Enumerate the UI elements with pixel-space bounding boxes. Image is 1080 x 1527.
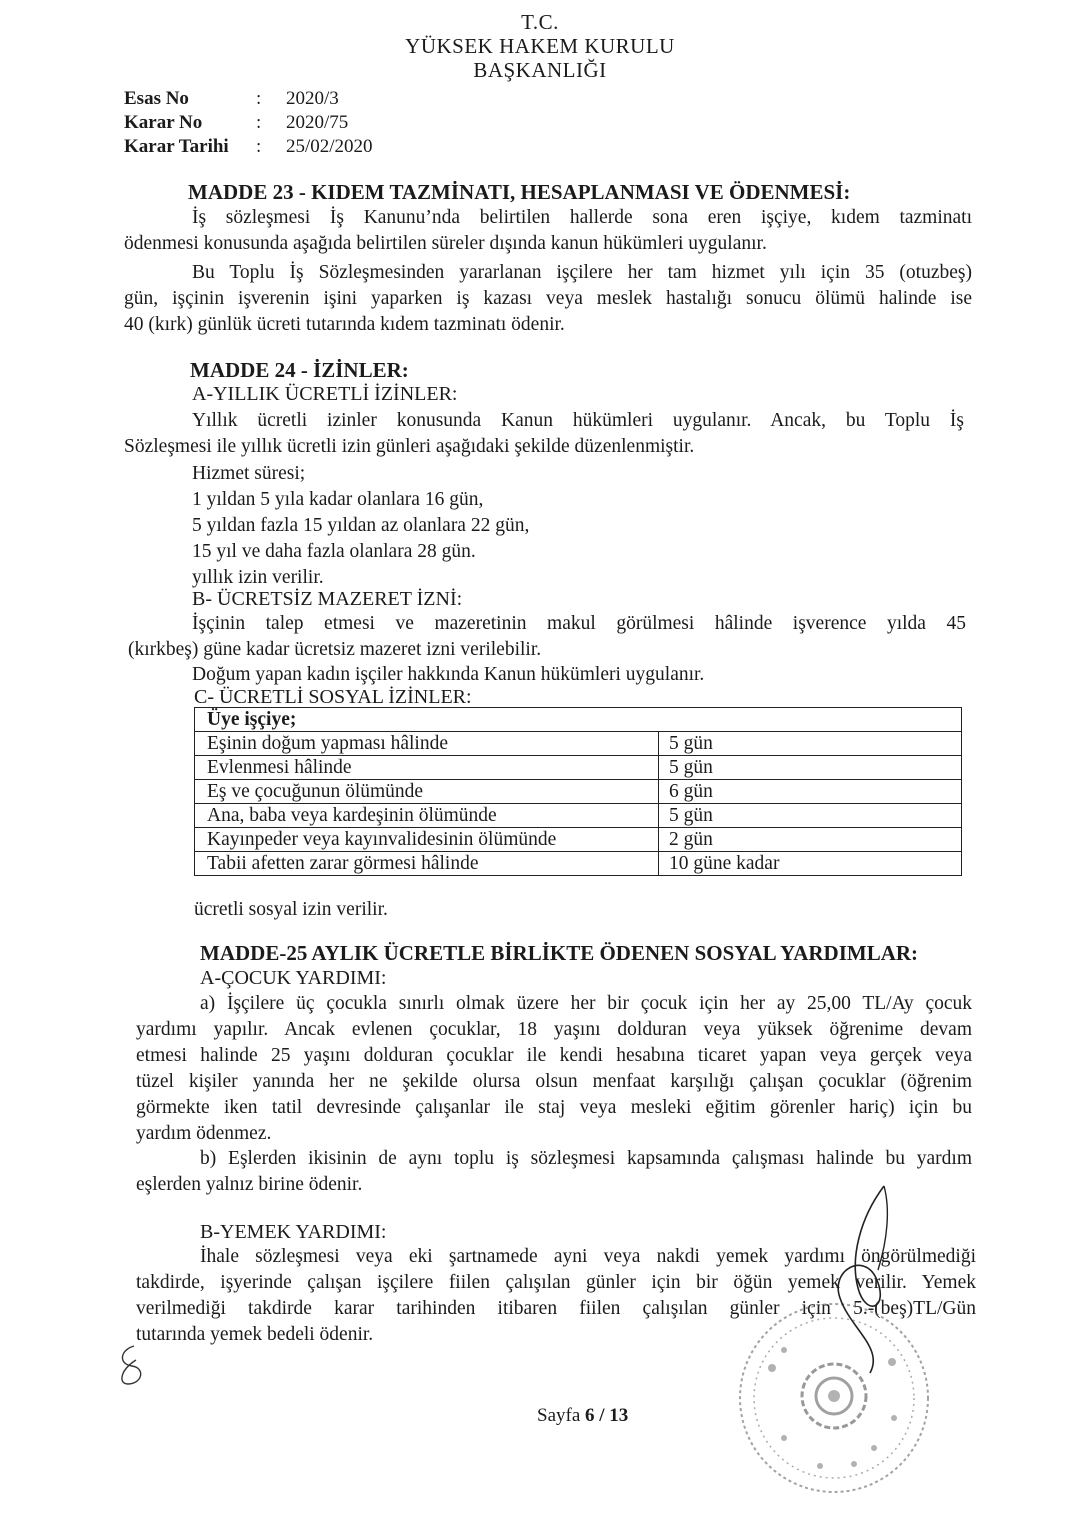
madde24-a-title: A-YILLIK ÜCRETLİ İZİNLER: — [192, 383, 458, 405]
madde24-c-title: C- ÜCRETLİ SOSYAL İZİNLER: — [194, 686, 472, 708]
meta-label: Esas No — [124, 88, 189, 109]
madde25-a-p1-line: tüzel kişiler yanında her ne şekilde olursa olsun menfaat karşılığı çalışan çocuklar (öğrenim — [136, 1071, 972, 1092]
madde24-b-p1-line2: (kırkbeş) güne kadar ücretsiz mazeret izni verilebilir. — [128, 639, 542, 660]
madde23-p2-line2: gün, işçinin işverenin işini yaparken iş kazası veya meslek hastalığı sonucu ölümü halinde ise — [124, 288, 972, 309]
handwritten-signature — [780, 1178, 920, 1378]
meta-sep: : — [256, 136, 262, 157]
madde24-a-line: 15 yıl ve daha fazla olanlara 28 gün. — [192, 541, 476, 562]
meta-karar-tarihi — [124, 136, 373, 158]
madde25-b-p1-line: takdirde, işyerinde çalışan işçilere fiilen çalışılan günler için bir öğün yemek verilir. Yemek — [136, 1272, 976, 1293]
meta-sep: : — [256, 88, 262, 109]
meta-value: 2020/3 — [286, 88, 339, 109]
madde25-b-p1-line: verilmediği takdirde karar tarihinden itibaren fiilen çalışılan günler için 5.-(beş)TL/Gün — [136, 1298, 976, 1319]
madde25-title: MADDE-25 AYLIK ÜCRETLE BİRLİKTE ÖDENEN SOSYAL YARDIMLAR: — [200, 941, 919, 965]
madde25-a-p2-line: eşlerden yalnız birine ödenir. — [136, 1174, 363, 1195]
madde25-a-p1-line: görmekte iken tatil devresinde çalışanlar ile staj veya mesleki eğitim görenler hariç) için bu — [136, 1097, 972, 1118]
page-current: 6 — [585, 1405, 595, 1426]
page-number — [537, 1405, 628, 1427]
madde25-a-p1-line: yardım ödenmez. — [136, 1123, 272, 1144]
madde25-a-title: A-ÇOCUK YARDIMI: — [200, 967, 387, 989]
header-institution: YÜKSEK HAKEM KURULU — [405, 34, 675, 58]
table-cell-event: Ana, baba veya kardeşinin ölümünde — [195, 804, 659, 828]
madde25-a-p1-line: a) İşçilere üç çocukla sınırlı olmak üzere her bir çocuk için her ay 25,00 TL/Ay çocuk — [200, 993, 972, 1014]
table-cell-days: 5 gün — [659, 756, 962, 780]
table-cell-event: Kayınpeder veya kayınvalidesinin ölümünde — [195, 828, 659, 852]
meta-esas-no — [124, 88, 339, 110]
table-row — [195, 780, 962, 804]
table-cell-days: 2 gün — [659, 828, 962, 852]
madde25-a-p2-line: b) Eşlerden ikisinin de aynı toplu iş sözleşmesi kapsamında çalışması halinde bu yardım — [200, 1148, 972, 1169]
table-row — [195, 852, 962, 876]
madde24-a-line: Hizmet süresi; — [192, 463, 306, 484]
page-prefix: Sayfa — [537, 1405, 586, 1426]
table-cell-days: 6 gün — [659, 780, 962, 804]
meta-value: 25/02/2020 — [286, 136, 373, 157]
madde24-c-after: ücretli sosyal izin verilir. — [194, 899, 388, 920]
madde24-a-line: yıllık izin verilir. — [192, 567, 324, 588]
madde23-p2-line3: 40 (kırk) günlük ücreti tutarında kıdem tazminatı ödenir. — [124, 314, 565, 335]
meta-sep: : — [256, 112, 262, 133]
table-cell-event: Eşinin doğum yapması hâlinde — [195, 732, 659, 756]
madde23-p2-line1: Bu Toplu İş Sözleşmesinden yararlanan işçilere her tam hizmet yılı için 35 (otuzbeş) — [192, 262, 972, 283]
page-sep: / — [594, 1405, 610, 1426]
madde25-a-p1-line: etmesi halinde 25 yaşını dolduran çocuklar ile kendi hesabına ticaret yapan veya gerçek veya — [136, 1045, 972, 1066]
table-header-cell: Üye işçiye; — [195, 708, 962, 732]
meta-label: Karar No — [124, 112, 203, 133]
page-total: 13 — [609, 1405, 629, 1426]
madde25-a-p1-line: yardımı yapılır. Ancak evlenen çocuklar, 18 yaşını dolduran veya yüksek öğrenime devam — [136, 1019, 972, 1040]
header-tc: T.C. — [521, 10, 559, 34]
table-cell-days: 10 güne kadar — [659, 852, 962, 876]
table-row — [195, 828, 962, 852]
madde24-b-p2: Doğum yapan kadın işçiler hakkında Kanun hükümleri uygulanır. — [192, 664, 705, 685]
madde24-a-p1-line1: Yıllık ücretli izinler konusunda Kanun hükümleri uygulanır. Ancak, bu Toplu İş — [192, 410, 964, 431]
madde25-b-title: B-YEMEK YARDIMI: — [200, 1221, 387, 1243]
meta-karar-no — [124, 112, 348, 134]
header-presidency: BAŞKANLIĞI — [473, 58, 607, 82]
madde24-b-p1-line1: İşçinin talep etmesi ve mazeretinin makul görülmesi hâlinde işverence yılda 45 — [192, 613, 966, 634]
meta-label: Karar Tarihi — [124, 136, 229, 157]
madde24-a-line: 1 yıldan 5 yıla kadar olanlara 16 gün, — [192, 489, 484, 510]
madde25-b-p1-line: İhale sözleşmesi veya eki şartnamede ayni veya nakdi yemek yardımı öngörülmediği — [200, 1246, 976, 1267]
meta-value: 2020/75 — [286, 112, 349, 133]
madde24-a-p1-line2: Sözleşmesi ile yıllık ücretli izin günleri aşağıdaki şekilde düzenlenmiştir. — [124, 436, 695, 457]
table-cell-days: 5 gün — [659, 804, 962, 828]
madde24-a-line: 5 yıldan fazla 15 yıldan az olanlara 22 gün, — [192, 515, 530, 536]
table-row — [195, 732, 962, 756]
table-cell-days: 5 gün — [659, 732, 962, 756]
madde23-p1-line1: İş sözleşmesi İş Kanunu’nda belirtilen hallerde sona eren işçiye, kıdem tazminatı — [192, 207, 972, 228]
table-cell-event: Tabii afetten zarar görmesi hâlinde — [195, 852, 659, 876]
margin-pen-mark — [112, 1340, 162, 1390]
table-cell-event: Evlenmesi hâlinde — [195, 756, 659, 780]
madde23-title: MADDE 23 - KIDEM TAZMİNATI, HESAPLANMASI VE ÖDENMESİ: — [188, 180, 851, 204]
table-row — [195, 804, 962, 828]
table-header-row — [195, 708, 962, 732]
table-cell-event: Eş ve çocuğunun ölümünde — [195, 780, 659, 804]
madde23-p1-line2: ödenmesi konusunda aşağıda belirtilen süreler dışında kanun hükümleri uygulanır. — [124, 233, 767, 254]
social-leave-table — [194, 707, 962, 876]
madde25-b-p1-line: tutarında yemek bedeli ödenir. — [136, 1324, 374, 1345]
madde24-title: MADDE 24 - İZİNLER: — [190, 358, 409, 382]
table-row — [195, 756, 962, 780]
madde24-b-title: B- ÜCRETSİZ MAZERET İZNİ: — [192, 588, 463, 610]
